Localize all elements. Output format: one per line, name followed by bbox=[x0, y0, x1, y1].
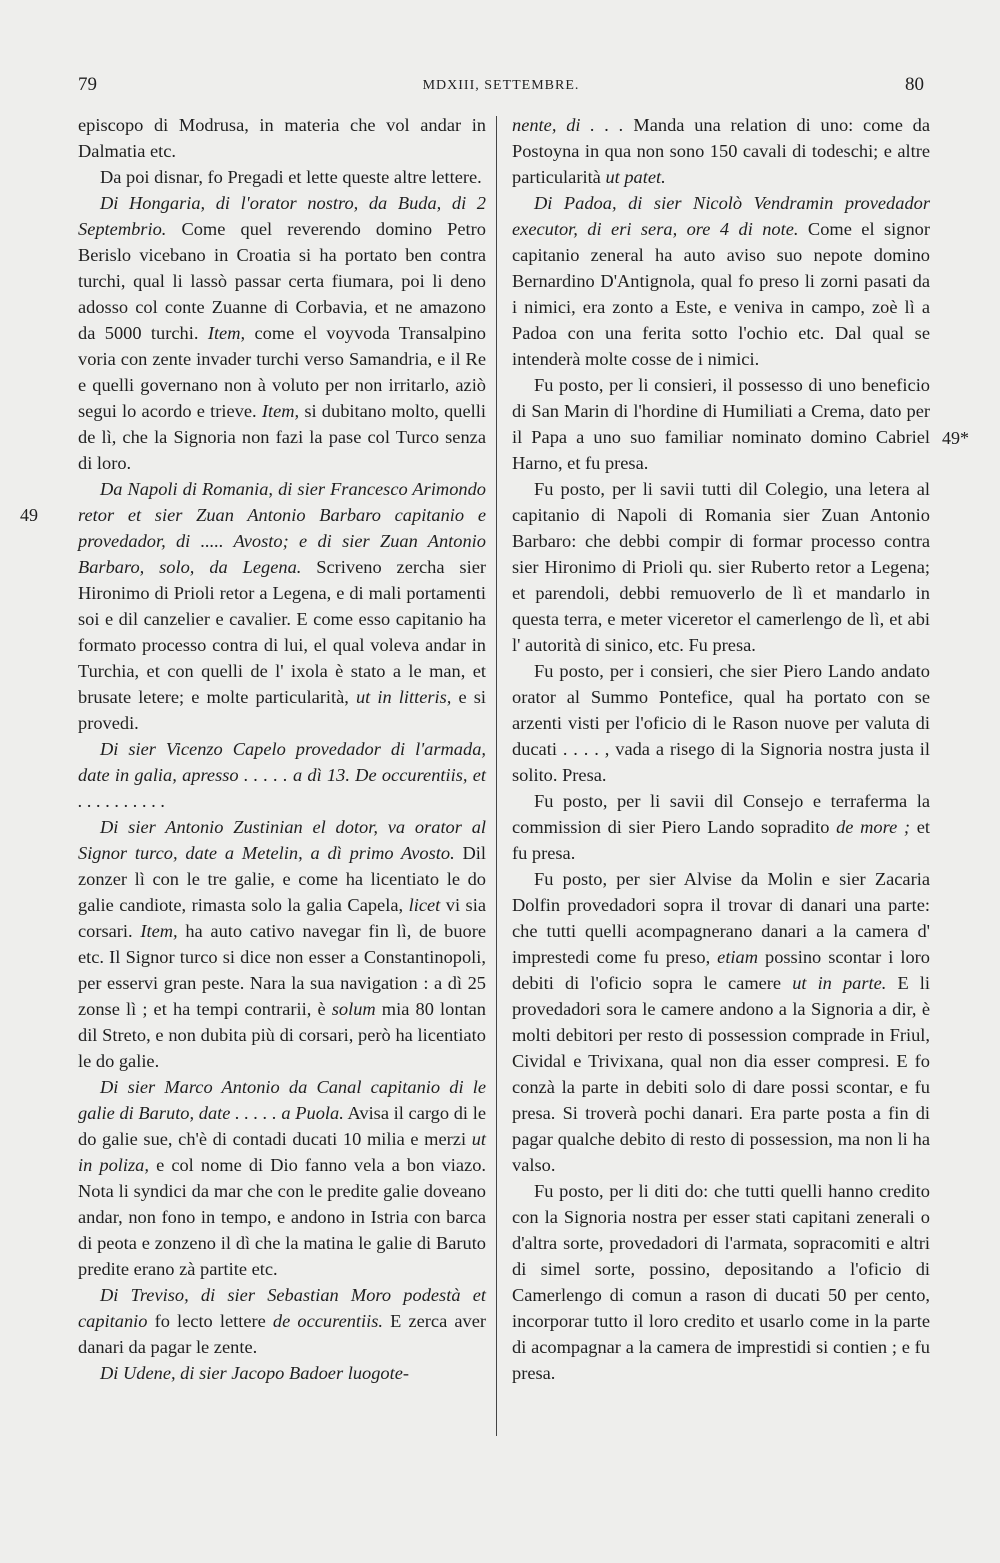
paragraph: Da Napoli di Romania, di sier Francesco Arimondo retor et sier Zuan Antonio Barbaro capitanio e provedador, di ..... Avosto; e di sier Zuan Antonio Barbaro, solo, da Legena. Scriveno zercha sier Hironimo di Prioli retor a Legena, e di mali portamenti soi e dil canzelier e cavalier. E come esso capitanio ha formato processo contra di lui, el qual voleva andar in Turchia, et con quelli de l' ixola è stato a le man, et brusate letere; e molte particularità, ut in litteris, e si provedi. bbox=[78, 479, 487, 733]
column-divider bbox=[496, 116, 497, 1436]
paragraph: Di Treviso, di sier Sebastian Moro podestà et capitanio fo lecto lettere de occurentiis. E zerca aver danari da pagar le zente. bbox=[78, 1285, 486, 1357]
running-title: MDXIII, SETTEMBRE. bbox=[422, 78, 580, 93]
paragraph: episcopo di Modrusa, in materia che vol andar in Dalmatia etc. bbox=[78, 115, 486, 161]
paragraph: Di sier Vicenzo Capelo provedador di l'armada, date in galia, apresso . . . . . a dì 13. De occurentiis, et . . . . . . . . . . bbox=[78, 739, 486, 811]
margin-note-right: 49* bbox=[942, 428, 969, 448]
paragraph: nente, di . . . Manda una relation di uno: come da Postoyna in qua non sono 150 cavali di todeschi; e altre particularità ut patet. bbox=[512, 115, 930, 187]
paragraph: Fu posto, per i consieri, che sier Piero Lando andato orator al Summo Pontefice, qual ha portato con se arzenti visti per l'oficio di le Rason nuove per valuta di ducati . . . . , vada a risego di la Signoria nostra justa il solito. Presa. bbox=[512, 661, 930, 785]
page-number-left: 79 bbox=[78, 74, 97, 95]
right-column bbox=[512, 112, 930, 1386]
paragraph: Di sier Marco Antonio da Canal capitanio di le galie di Baruto, date . . . . . a Puola. Avisa il cargo di le do galie sue, ch'è di contadi ducati 10 milia e merzi ut in poliza, e col nome di Dio fanno vela a bon viazo. Nota li syndici da mar che con le predite galie doveano andar, non fono in tempo, e andono in Istria con barca di peota e zonzeno il dì che la matina le galie di Baruto predite erano zà partite etc. bbox=[78, 1077, 486, 1279]
paragraph: Di Hongaria, di l'orator nostro, da Buda, di 2 Septembrio. Come quel reverendo domino Petro Berislo vicebano in Croatia si ha portato ben contra turchi, qual li lassò passar certa fiumara, poi li deno adosso col conte Zuanne di Corbavia, et ne amazono da 5000 turchi. Item, come el voyvoda Transalpino voria con zente invader turchi verso Samandria, e il Re e quelli governano non à voluto per non irritarlo, aziò segui lo acordo e trieve. Item, si dubitano molto, quelli de lì, che la Signoria non fazi la pase col Turco senza di loro. bbox=[78, 193, 486, 473]
paragraph: Di sier Antonio Zustinian el dotor, va orator al Signor turco, date a Metelin, a dì primo Avosto. Dil zonzer lì con le tre galie, e come ha licentiato le do galie candiote, rimasta solo la galia Capela, licet vi sia corsari. Item, ha auto cativo navegar fin lì, de buore etc. Il Signor turco si dice non esser a Constantinopoli, per esservi gran peste. Nara la sua navigation : a dì 25 zonse lì ; et ha tempi contrarii, è solum mia 80 lontan dil Streto, e non dubita più di corsari, però ha licentiato le do galie. bbox=[78, 817, 486, 1071]
paragraph: Fu posto, per li diti do: che tutti quelli hanno credito con la Signoria nostra per esser stati capitani zenerali o d'altra sorte, provedadori di l'armata, sopracomiti e altri di simel sorte, possino, depositando a l'oficio di Camerlengo di comun a rason di ducati 50 per cento, incorporar tutto il loro credito et usarlo come in la parte di acompagnar a la camera de imprestidi si contien ; e fu presa. bbox=[512, 1181, 930, 1383]
paragraph: Fu posto, per sier Alvise da Molin e sier Zacaria Dolfin provedadori sopra il trovar di danari una parte: che tutti quelli acompagnerano danari a la camera d' imprestedi come fu preso, etiam possino scontar i loro debiti di l'oficio sopra le camere ut in parte. E li provedadori sora le camere andono a la Signoria a dir, è molti debitori per resto di possession comprade in Friul, Cividal e Trivixana, qual non dia esser compresi. E fo conzà la parte in debiti solo di dare possi scontar, e fu presa. Si troverà pochi danari. Era parte posta a fin di pagar qualche debito di resto di possession, ma non li ha valso. bbox=[512, 869, 931, 1175]
paragraph: Di Padoa, di sier Nicolò Vendramin provedador executor, di eri sera, ore 4 di note. Come el signor capitanio zeneral ha auto aviso suo nepote domino Bernardino D'Antignola, qual fo preso li zorni pasati da i nimici, era zonto a Este, e veniva in campo, zoè lì a Padoa con una ferita sotto l'ochio etc. Dal qual se intenderà molte cosse de i nimici. bbox=[512, 193, 930, 369]
paragraph: Da poi disnar, fo Pregadi et lette queste altre lettere. bbox=[100, 167, 482, 187]
paragraph: Fu posto, per li savii tutti dil Colegio, una letera al capitanio di Napoli di Romania sier Zuan Antonio Barbaro: che debbi compir di formar processo contra sier Hironimo di Prioli qu. sier Ruberto retor a Legena; et parendoli, debbi remuoverlo de lì et mandarlo in questa terra, e meter viceretor el camerlengo de lì, et abi l' autorità di sinico, etc. Fu presa. bbox=[512, 479, 930, 655]
paragraph: Fu posto, per li savii dil Consejo e terraferma la commission di sier Piero Lando sopradito de more ; et fu presa. bbox=[512, 791, 930, 863]
page-number-right: 80 bbox=[905, 74, 924, 95]
paragraph: Di Udene, di sier Jacopo Badoer luogote- bbox=[100, 1363, 409, 1383]
margin-note-left: 49 bbox=[20, 505, 38, 525]
page-header bbox=[78, 74, 924, 102]
left-column bbox=[78, 112, 486, 1386]
paragraph: Fu posto, per li consieri, il possesso di uno beneficio di San Marin di l'hordine di Humiliati a Crema, dato per il Papa a uno suo familiar nominato domino Cabriel Harno, et fu presa. bbox=[512, 375, 930, 473]
